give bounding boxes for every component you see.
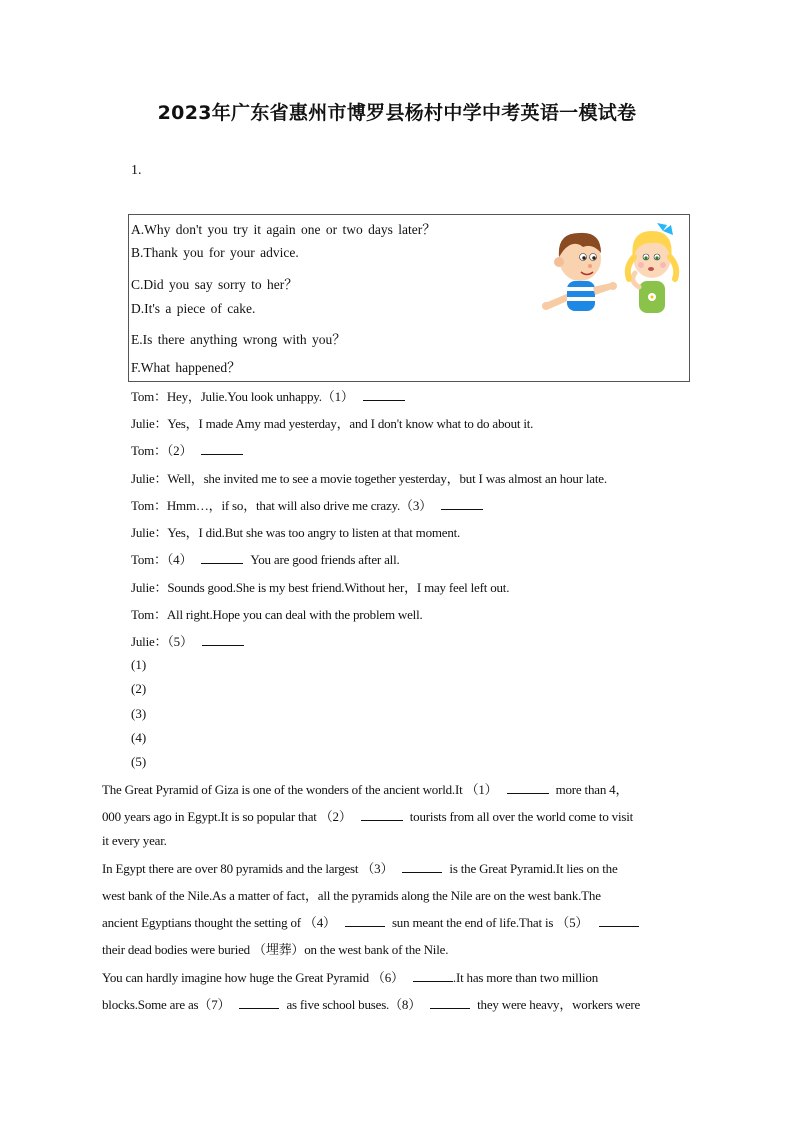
cartoon-kids-illustration <box>539 217 689 317</box>
answer-blank-2[interactable] <box>201 444 243 455</box>
passage-blank-4[interactable] <box>345 916 385 927</box>
answer-number-4: (4) <box>131 730 147 745</box>
option-d: D.It's a piece of cake. <box>131 301 256 316</box>
answer-blank-4[interactable] <box>201 553 243 564</box>
dialogue-line-3: Tom：（2） <box>131 440 243 459</box>
passage-line-7: their dead bodies were buried （埋葬）on the west bank of the Nile. <box>102 942 449 957</box>
answer-blank-1[interactable] <box>363 390 405 401</box>
passage-blank-1[interactable] <box>507 783 549 794</box>
answer-number-3: (3) <box>131 706 147 721</box>
passage-line-3: it every year. <box>102 833 167 848</box>
dialogue-line-1: Tom：Hey，Julie.You look unhappy.（1） <box>131 386 405 405</box>
passage-blank-5[interactable] <box>599 916 639 927</box>
passage-line-2: 000 years ago in Egypt.It is so popular that （2） tourists from all over the world come to visit <box>102 809 634 824</box>
passage-line-6: ancient Egyptians thought the setting of （4） sun meant the end of life.That is （5） <box>102 912 639 931</box>
dialogue-line-10: Julie：（5） <box>131 631 244 650</box>
dialogue-line-8: Julie：Sounds good.She is my best friend.Without her，I may feel left out. <box>131 580 510 595</box>
dialogue-line-9: Tom：All right.Hope you can deal with the problem well. <box>131 607 423 622</box>
answer-number-1: (1) <box>131 657 147 672</box>
passage-line-1: The Great Pyramid of Giza is one of the wonders of the ancient world.It （1） more than 4， <box>102 782 629 797</box>
options-box <box>128 214 690 382</box>
page-title: 2023年广东省惠州市博罗县杨村中学中考英语一模试卷 <box>157 102 637 124</box>
passage-line-9: blocks.Some are as（7） as five school buses.（8） they were heavy，workers were <box>102 997 641 1012</box>
option-a: A.Why don't you try it again one or two days later？ <box>131 222 436 237</box>
passage-blank-7[interactable] <box>239 998 279 1009</box>
dialogue-line-5: Tom：Hmm…，if so，that will also drive me crazy.（3） <box>131 495 483 514</box>
passage-line-5: west bank of the Nile.As a matter of fact，all the pyramids along the Nile are on the west bank.The <box>102 888 601 903</box>
passage-line-4: In Egypt there are over 80 pyramids and the largest （3） is the Great Pyramid.It lies on the <box>102 861 618 876</box>
girl-figure <box>628 223 676 313</box>
option-b: B.Thank you for your advice. <box>131 245 299 260</box>
passage-blank-8[interactable] <box>430 998 470 1009</box>
answer-number-2: (2) <box>131 681 147 696</box>
option-c: C.Did you say sorry to her？ <box>131 277 298 292</box>
passage-line-8: You can hardly imagine how huge the Great Pyramid （6） .It has more than two million <box>102 970 599 985</box>
answer-blank-5[interactable] <box>202 635 244 646</box>
boy-figure <box>542 233 617 311</box>
passage-blank-2[interactable] <box>361 810 403 821</box>
dialogue-line-6: Julie：Yes，I did.But she was too angry to listen at that moment. <box>131 525 461 540</box>
passage-blank-6[interactable] <box>413 971 453 982</box>
option-f: F.What happened？ <box>131 360 241 375</box>
passage-blank-3[interactable] <box>402 862 442 873</box>
answer-number-5: (5) <box>131 754 147 769</box>
dialogue-line-2: Julie：Yes，I made Amy mad yesterday，and I don't know what to do about it. <box>131 416 534 431</box>
question-number: 1. <box>131 163 142 178</box>
dialogue-line-4: Julie：Well，she invited me to see a movie together yesterday，but I was almost an hour late. <box>131 471 607 486</box>
option-e: E.Is there anything wrong with you？ <box>131 332 346 347</box>
dialogue-line-7: Tom：（4） You are good friends after all. <box>131 552 400 567</box>
answer-blank-3[interactable] <box>441 499 483 510</box>
